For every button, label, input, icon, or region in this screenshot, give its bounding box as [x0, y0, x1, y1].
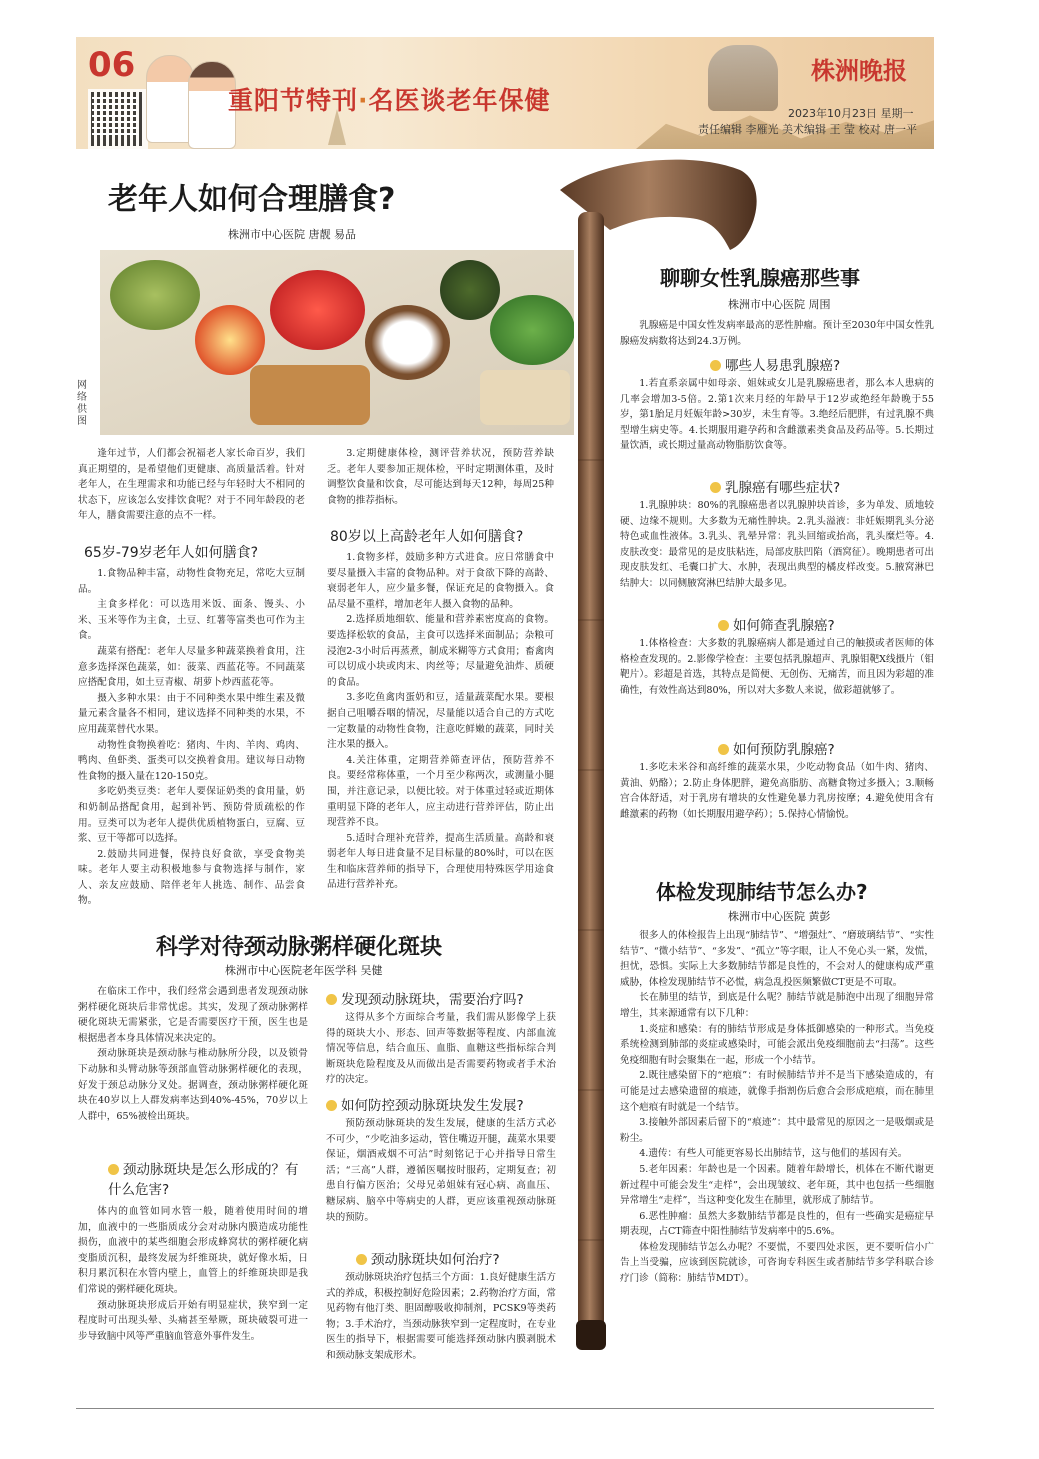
paragraph: 3.定期健康体检，测评营养状况，预防营养缺乏。老年人要参加正规体检，平时定期测体重，及时调整饮食量和饮食，尽可能达到每天12种，每周25种食物的推荐指标。	[327, 448, 554, 506]
article3-intro	[620, 318, 934, 352]
spinach	[490, 295, 574, 365]
paragraph: 1.体格检查：大多数的乳腺癌病人都是通过自己的触摸或者医师的体格检查发现的。2.影像学检查：主要包括乳腺超声、乳腺钼靶X线摄片（钼靶片）。彩超是首选，其特点是简便、无创伤、无痛苦，而且因为彩超的准确性，有效性高达到80%，所以对大多数人来说，做彩超就够了。	[620, 638, 934, 696]
article2-byline: 株洲市中心医院老年医学科 吴健	[225, 964, 383, 977]
page-number: 06	[88, 45, 136, 85]
paragraph: 动物性食物换着吃：猪肉、牛肉、羊肉、鸡肉、鸭肉、鱼虾类、蛋类可以交换着食用。建议每日动物性食物的摄入量在120-150克。	[78, 739, 305, 782]
article4-title: 体检发现肺结节怎么办?	[656, 880, 868, 904]
cane-tip	[576, 1320, 606, 1350]
article3-title: 聊聊女性乳腺癌那些事	[660, 266, 860, 290]
paragraph: 3.多吃鱼禽肉蛋奶和豆，适量蔬菜配水果。要根据自己咀嚼吞咽的情况，尽量能以适合自己的方式吃一定数量的动物性食物，注意吃鲜嫩的蔬菜，同时关注水果的摄入。	[327, 692, 554, 751]
paragraph: 2.鼓励共同进餐，保持良好食欲，享受食物美味。老年人要主动积极地参与食物选择与制作，家人、亲友应鼓励、陪伴老年人挑选、制作、品尝食物。	[78, 848, 305, 907]
article1-intro-text: 逢年过节，人们都会祝福老人家长命百岁，我们真正期望的，是希望他们更健康、高质量活着。针对老年人，在生理需求和功能已经与年轻时大不相同的状态下，应该怎么安排饮食呢？对于不同年龄段的老年人，膳食需要注意的点不一样。	[78, 448, 305, 522]
article3-q4-title: 如何预防乳腺癌?	[718, 738, 930, 758]
article1-sec1-col1	[78, 566, 305, 911]
paragraph: 摄入多种水果：由于不同种类水果中维生素及微量元素含量各不相同，建议选择不同种类的水果，不应用蔬菜替代水果。	[78, 692, 305, 735]
article1-sec1-title: 65岁-79岁老年人如何膳食?	[84, 545, 259, 561]
paragraph: 这得从多个方面综合考量，我们需从影像学上获得的斑块大小、形态、回声等数据等程度、内部血流情况等信息，结合血压、血脂、血糖这些指标综合判断斑块危险程度及从而做出是否需要药物或者手术治疗的决定。	[326, 1012, 556, 1086]
article3-q3-title: 如何筛查乳腺癌?	[718, 614, 930, 634]
paragraph: 预防颈动脉斑块的发生发展，健康的生活方式必不可少，“少吃油多运动，管住嘴迈开腿，蔬菜水果要保证，烟酒戒烟不可沾”时刻铭记于心并指导日常生活；“三高”人群，遵循医嘱按时服药，定期复查；初患自行偏方医治；父母兄弟姐妹有冠心病、高血压、糖尿病、脑卒中等病史的人群，更应该重视颈动脉斑块的预防。	[326, 1118, 556, 1223]
special-issue-title	[228, 81, 551, 117]
article1-sec2-title: 80岁以上高龄老年人如何膳食?	[330, 529, 524, 545]
article2-q3-body	[326, 1116, 556, 1242]
cane-shaft	[578, 212, 604, 1340]
paragraph: 3.接触外部因素后留下的“痕迹”：其中最常见的原因之一是吸烟或是粉尘。	[620, 1117, 934, 1144]
special-title-separator: ·	[358, 86, 369, 115]
paragraph: 颈动脉斑块是颈动脉与椎动脉所分段，以及锁骨下动脉和头臂动脉等颈部血管动脉粥样硬化的表现，好发于颈总动脉分叉处。据调查，颈动脉粥样硬化斑块在40岁以上人群发病率达到40%-45%，70岁以上人群中，65%被检出斑块。	[78, 1048, 308, 1122]
paragraph: 4.遗传：有些人可能更容易长出肺结节，这与他们的基因有关。	[639, 1148, 908, 1160]
food-photo	[100, 250, 574, 435]
editor-credits: 责任编辑 李雁光 美术编辑 王 莹 校对 唐一平	[698, 123, 917, 136]
article1-byline: 株洲市中心医院 唐靓 易品	[228, 228, 356, 241]
strawberries	[270, 270, 365, 350]
paragraph: 颈动脉斑块治疗包括三个方面：1.良好健康生活方式的养成，积极控制好危险因素；2.药物治疗方面，常见药物有他汀类、胆固醇吸收抑制剂，PCSK9等类药物；3.手术治疗，当颈动脉狭窄到一定程度时，在专业医生的指导下，根据需要可能选择颈动脉内膜剥脱术和颈动脉支架成形术。	[326, 1272, 556, 1361]
paragraph: 1.乳腺肿块：80%的乳腺癌患者以乳腺肿块首诊，多为单发、质地较硬、边缘不规则。大多数为无痛性肿块。2.乳头溢液：非妊娠期乳头分泌特色或血性液体。3.乳头、乳晕异常：乳头回缩或抬高，乳头糜烂等。4.皮肤改变：最常见的是皮肤粘连，局部皮肤凹陷（酒窝征）。晚期患者可出现皮肤发红、毛囊口扩大、水肿，表现出典型的橘皮样改变。5.腋窝淋巴结肿大：以同侧腋窝淋巴结肿大最多见。	[620, 500, 934, 589]
paragraph: 体检发现肺结节怎么办呢？不要慌，不要四处求医，更不要听信小广告上当受骗，应该到医院就诊，可咨询专科医生或者肺结节多学科联合诊疗门诊（简称：肺结节MDT）。	[620, 1241, 934, 1285]
article1-sec2-body	[327, 550, 554, 910]
article3-q4-body	[620, 760, 934, 840]
paragraph: 1.食物多样，鼓励多种方式进食。应日常膳食中要尽量摄入丰富的食物品种。对于食欲下降的高龄、衰弱老年人，应少量多餐，保证充足的食物摄入。食品尽量不重样，增加老年人摄入食物的品种。	[327, 552, 554, 610]
paragraph: 1.炎症和感染：有的肺结节形成是身体抵御感染的一种形式。当免疫系统检测到肺部的炎症或感染时，可能会派出免疫细胞前去“扫荡”。这些免疫细胞有时会聚集在一起，形成一个小结节。	[620, 1023, 934, 1066]
special-title-part2: 名医谈老年保健	[368, 86, 551, 115]
qr-code-pattern	[92, 93, 138, 139]
paragraph: 体内的血管如同水管一般，随着使用时间的增加，血液中的一些脂质成分会对动脉内膜造成功能性损伤，血液中的某些细胞会形成蜂窝状的粥样硬化病变脂质沉积，最终发展为纤维斑块，就好像水垢，日积月累沉积在水管内壁上，血管上的纤维斑块即是我们常说的粥样硬化斑块。	[78, 1206, 308, 1295]
paragraph: 蔬菜有搭配：老年人尽量多种蔬菜换着食用，注意多选择深色蔬菜，如：菠菜、西蓝花等。不同蔬菜应搭配食用，如土豆青椒、胡萝卜炒西蓝花等。	[78, 645, 305, 689]
article2-q4-body	[326, 1270, 556, 1382]
paragraph: 5.适时合理补充营养，提高生活质量。高龄和衰弱老年人每日进食量不足目标量的80%时，可以在医生和临床营养师的指导下，合理使用特殊医学用途食品进行营养补充。	[327, 832, 554, 891]
avocado	[440, 260, 500, 320]
article2-intro	[78, 984, 308, 1159]
coconut	[365, 305, 450, 380]
paragraph: 4.关注体重，定期营养筛查评估，预防营养不良。要经常称体重，一个月至少称两次，或测量小腿围，并注意记录，以便比较。对于体重过轻或近期体重明显下降的老年人，应主动进行营养评估，防止出现营养不良。	[327, 754, 554, 829]
photo-credit: 网络供图	[77, 380, 87, 427]
header-banner	[76, 37, 934, 149]
paragraph: 多吃奶类豆类：老年人要保证奶类的食用量，奶和奶制品搭配食用，起到补钙、预防骨质疏松的作用。豆类可以为老年人提供优质植物蛋白，豆腐、豆浆、豆干等都可以选择。	[78, 786, 305, 845]
paragraph: 1.食物品种丰富，动物性食物充足，常吃大豆制品。	[78, 568, 305, 595]
issue-date: 2023年10月23日 星期一	[788, 107, 914, 120]
paragraph: 6.恶性肿瘤：虽然大多数肺结节都是良性的，但有一些确实是癌症早期表现，占CT筛查中阳性肺结节发病率中的5.6%。	[620, 1210, 934, 1238]
paragraph: 很多人的体检报告上出现“肺结节”、“增强灶”、“磨玻璃结节”、“实性结节”、“微小结节”、“多发”、“孤立”等字眼，让人不免心头一紧，发慌，担忧，恐惧。实际上大多数肺结节都是良性的，不会对人的健康构成严重威胁，体检发现肺结节不必慌，病急乱投医频繁做CT更是不可取。	[620, 930, 934, 988]
article3-q2-body	[620, 498, 934, 610]
paragraph: 乳腺癌是中国女性发病率最高的恶性肿瘤。预计至2030年中国女性乳腺癌发病数将达到24.3万例。	[620, 320, 934, 347]
eggs-and-dairy	[480, 370, 570, 425]
article3-byline: 株洲市中心医院 周围	[728, 298, 831, 311]
paragraph: 1.若直系亲属中如母亲、姐妹或女儿是乳腺癌患者，那么本人患病的几率会增加3-5倍。2.第1次来月经的年龄早于12岁或绝经年龄晚于55岁，第1胎足月妊娠年龄>30岁，未生育等。3.绝经后肥胖，有过乳腺不典型增生病史等。4.长期服用避孕药和含雌激素类食品及药品等。5.长期过量饮酒，或长期过量高动物脂肪饮食等。	[620, 378, 934, 452]
paragraph: 2.既往感染留下的“疤痕”：有时候肺结节并不是当下感染造成的，有可能是过去感染遗留的痕迹，就像手指割伤后愈合会形成疤痕，而在肺里这个疤痕有时就是一个结节。	[620, 1070, 934, 1113]
article1-title: 老年人如何合理膳食?	[108, 182, 396, 217]
newspaper-logo: 株洲晚报	[811, 56, 907, 85]
apple	[195, 305, 265, 375]
article2-q4-title: 颈动脉斑块如何治疗?	[356, 1248, 556, 1268]
article3-q3-body	[620, 636, 934, 732]
paragraph: 在临床工作中，我们经常会遇到患者发现颈动脉粥样硬化斑块后非常忧虑。其实，发现了颈动脉粥样硬化斑块无需紧张，它是否需要医疗干预，医生也是根据患者本身具体情况来决定的。	[78, 986, 308, 1044]
article2-q1-body	[78, 1204, 308, 1382]
article1-intro	[78, 446, 305, 542]
article3-q1-title: 哪些人易患乳腺癌?	[710, 354, 930, 374]
paragraph: 长在肺里的结节，到底是什么呢？肺结节就是肺泡中出现了细胞异常增生，其来源通常有以下几种：	[620, 992, 934, 1019]
article4-body	[620, 928, 934, 1392]
special-title-part1: 重阳节特刊	[228, 86, 359, 115]
article2-q2-body	[326, 1010, 556, 1090]
article4-byline: 株洲市中心医院 黄彭	[728, 910, 831, 923]
bread	[250, 365, 370, 425]
bottom-rule	[76, 1408, 934, 1409]
article2-title: 科学对待颈动脉粥样硬化斑块	[156, 935, 443, 960]
article1-sec1-col2	[327, 446, 554, 524]
article3-q1-body	[620, 376, 934, 472]
paragraph: 5.老年因素：年龄也是一个因素。随着年龄增长，机体在不断代谢更新过程中可能会发生“走样”，会出现皱纹、老年斑，其中也包括一些细胞异常增生“走样”，当这种变化发生在肺里，就形成了肺结节。	[620, 1163, 934, 1207]
article2-q1-title: 颈动脉斑块是怎么形成的？有什么危害?	[108, 1160, 308, 1200]
article2-q2-title: 发现颈动脉斑块，需要治疗吗?	[326, 988, 558, 1008]
paragraph: 2.选择质地细软、能量和营养素密度高的食物。要选择松软的食品，主食可以选择米面制品；杂粮可浸泡2-3小时后再蒸煮，制成米糊等方式食用；畜禽肉可以切成小块或肉末、肉丝等；尽量避免油炸、质硬的食品。	[327, 614, 554, 688]
paragraph: 颈动脉斑块形成后开始有明显症状，狭窄到一定程度时可出现头晕、头痛甚至晕厥，斑块破裂可进一步导致脑中风等严重脑血管意外事件发生。	[78, 1299, 308, 1342]
article3-q2-title: 乳腺癌有哪些症状?	[710, 476, 930, 496]
article2-q3-title: 如何防控颈动脉斑块发生发展?	[326, 1094, 558, 1114]
paragraph: 1.多吃未米谷和高纤维的蔬菜水果，少吃动物食品（如牛肉、猪肉、黄油、奶酪）；2.防止身体肥胖，避免高脂肪、高糖食物过多摄入；3.顺畅宫合体舒适，对于乳房有增块的女性避免暴力乳房按摩；4.避免使用含有雌激素的药物（如长期服用避孕药）；5.保持心情愉悦。	[620, 762, 934, 820]
elderly-couple-illustration	[708, 45, 778, 111]
doctor-illustration-male	[146, 55, 194, 143]
paragraph: 主食多样化：可以选用米饭、面条、馒头、小米、玉米等作为主食，土豆、红薯等富类也可作为主食。	[78, 599, 305, 642]
brussels-sprouts	[110, 260, 200, 330]
